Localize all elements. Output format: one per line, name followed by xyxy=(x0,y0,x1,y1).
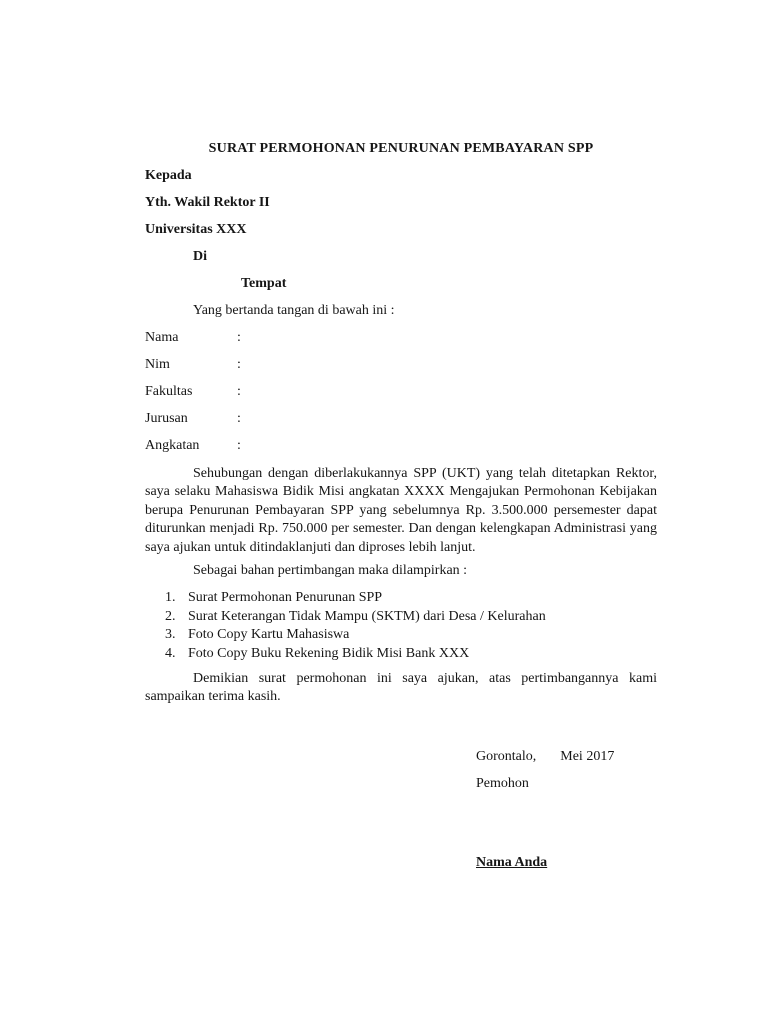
attachment-item xyxy=(165,589,657,607)
identity-value xyxy=(241,438,247,453)
attachment-item xyxy=(165,626,657,644)
recipient-di: Di xyxy=(193,249,207,264)
identity-value xyxy=(241,384,247,399)
attachment-item xyxy=(165,608,657,626)
attachment-number: 3. xyxy=(165,627,176,643)
body-paragraph: Sehubungan dengan diberlakukannya SPP (UKT) yang telah ditetapkan Rektor, saya selaku Mahasiswa Bidik Misi angkatan XXXX Mengajukan Permohonan Kebijakan berupa Penurunan Pembayaran SPP yang sebelumnya Rp. 3.500.000 persemester dapat diturunkan menjadi Rp. 750.000 per semester. Dan dengan kelengkapan Administrasi yang saya ajukan untuk ditindaklanjuti dan diproses lebih lanjut. xyxy=(145,466,657,555)
recipient-kepada: Kepada xyxy=(145,168,192,183)
identity-row-nama xyxy=(145,324,657,351)
identity-label: Nama xyxy=(145,330,179,345)
identity-label: Fakultas xyxy=(145,384,193,399)
attachment-number: 1. xyxy=(165,590,176,606)
attachments-list xyxy=(145,589,657,663)
identity-row-angkatan xyxy=(145,432,657,459)
identity-separator: : xyxy=(237,330,241,345)
attachment-text: Surat Permohonan Penurunan SPP xyxy=(188,590,383,606)
identity-separator: : xyxy=(237,411,241,426)
recipient-addressee: Yth. Wakil Rektor II xyxy=(145,195,270,210)
identity-label: Angkatan xyxy=(145,438,200,453)
attachment-text: Surat Keterangan Tidak Mampu (SKTM) dari Desa / Kelurahan xyxy=(188,608,546,624)
signature-block xyxy=(476,743,657,872)
opening-line: Yang bertanda tangan di bawah ini : xyxy=(193,303,395,318)
closing-paragraph: Demikian surat permohonan ini saya ajukan, atas pertimbangannya kami sampaikan terima kasih. xyxy=(145,671,657,705)
identity-separator: : xyxy=(237,384,241,399)
identity-value xyxy=(241,357,247,372)
identity-label: Nim xyxy=(145,357,170,372)
attachment-number: 2. xyxy=(165,608,176,624)
signature-city: Gorontalo, xyxy=(476,748,537,764)
identity-separator: : xyxy=(237,438,241,453)
attachments-intro: Sebagai bahan pertimbangan maka dilampirkan : xyxy=(193,563,468,579)
identity-label: Jurusan xyxy=(145,411,188,426)
attachment-text: Foto Copy Buku Rekening Bidik Misi Bank XXX xyxy=(188,645,470,661)
letter-title: SURAT PERMOHONAN PENURUNAN PEMBAYARAN SPP xyxy=(208,141,594,156)
identity-section xyxy=(145,324,657,459)
identity-value xyxy=(241,411,247,426)
signature-place-date xyxy=(476,743,657,771)
attachment-text: Foto Copy Kartu Mahasiswa xyxy=(188,627,350,643)
signature-name: Nama Anda xyxy=(476,854,548,870)
recipient-institution: Universitas XXX xyxy=(145,222,247,237)
identity-value xyxy=(241,330,247,345)
signature-date: Mei 2017 xyxy=(560,748,615,764)
attachment-item xyxy=(165,645,657,663)
recipient-tempat: Tempat xyxy=(241,276,287,291)
identity-row-jurusan xyxy=(145,405,657,432)
identity-separator: : xyxy=(237,357,241,372)
identity-row-fakultas xyxy=(145,378,657,405)
identity-row-nim xyxy=(145,351,657,378)
signature-role: Pemohon xyxy=(476,776,529,792)
attachment-number: 4. xyxy=(165,645,176,661)
